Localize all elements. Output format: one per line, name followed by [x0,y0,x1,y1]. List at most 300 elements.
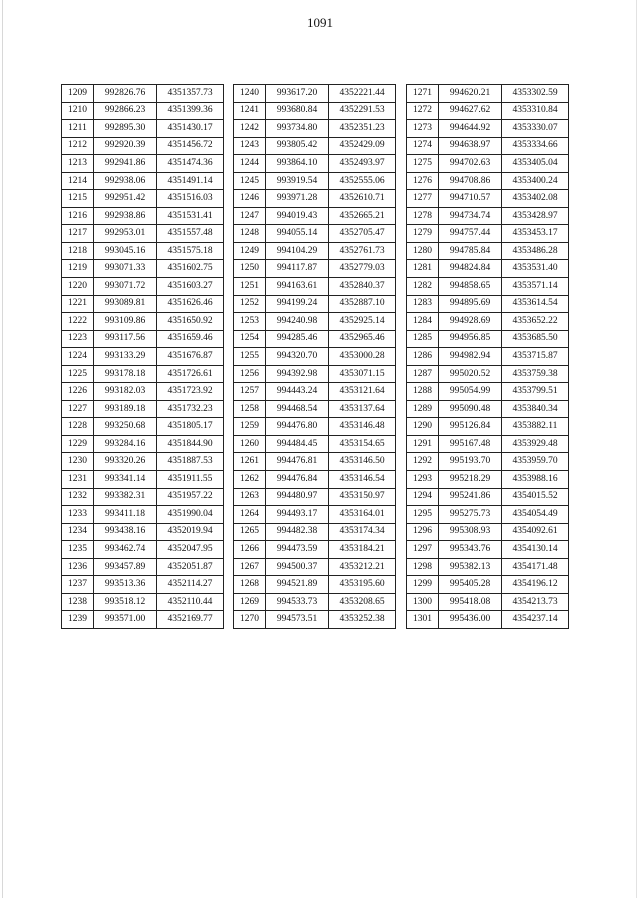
x-coordinate-cell: 992826.76 [94,85,157,103]
table-row [407,155,569,173]
y-coordinate-cell: 4352887.10 [329,295,396,313]
point-number-cell: 1228 [62,418,94,436]
y-coordinate-cell: 4351575.18 [157,242,224,260]
point-number-cell: 1273 [407,120,439,138]
table-row [234,155,396,173]
y-coordinate-cell: 4351456.72 [157,137,224,155]
point-number-cell: 1265 [234,523,266,541]
point-number-cell: 1261 [234,453,266,471]
x-coordinate-cell: 994476.84 [266,471,329,489]
table-row [234,260,396,278]
point-number-cell: 1271 [407,85,439,103]
point-number-cell: 1231 [62,471,94,489]
y-coordinate-cell: 4353531.40 [502,260,569,278]
x-coordinate-cell: 992938.86 [94,207,157,225]
x-coordinate-cell: 993571.00 [94,611,157,629]
x-coordinate-cell: 994702.63 [439,155,502,173]
x-coordinate-cell: 993805.42 [266,137,329,155]
x-coordinate-cell: 994627.62 [439,102,502,120]
y-coordinate-cell: 4351357.73 [157,85,224,103]
point-number-cell: 1237 [62,576,94,594]
table-row [407,295,569,313]
x-coordinate-cell: 994928.69 [439,313,502,331]
x-coordinate-cell: 992920.39 [94,137,157,155]
x-coordinate-cell: 993182.03 [94,383,157,401]
x-coordinate-cell: 994117.87 [266,260,329,278]
x-coordinate-cell: 993518.12 [94,593,157,611]
point-number-cell: 1242 [234,120,266,138]
y-coordinate-cell: 4353799.51 [502,383,569,401]
x-coordinate-cell: 995343.76 [439,541,502,559]
table-row [62,541,224,559]
table-row [234,137,396,155]
y-coordinate-cell: 4353614.54 [502,295,569,313]
point-number-cell: 1296 [407,523,439,541]
table-row [62,400,224,418]
x-coordinate-cell: 993045.16 [94,242,157,260]
table-row [234,348,396,366]
x-coordinate-cell: 995241.86 [439,488,502,506]
table-row [234,85,396,103]
x-coordinate-cell: 994055.14 [266,225,329,243]
point-number-cell: 1250 [234,260,266,278]
table-row [62,611,224,629]
point-number-cell: 1239 [62,611,94,629]
y-coordinate-cell: 4353402.08 [502,190,569,208]
x-coordinate-cell: 994638.97 [439,137,502,155]
point-number-cell: 1266 [234,541,266,559]
table-row [62,155,224,173]
point-number-cell: 1301 [407,611,439,629]
x-coordinate-cell: 993284.16 [94,435,157,453]
y-coordinate-cell: 4351603.27 [157,278,224,296]
y-coordinate-cell: 4354130.14 [502,541,569,559]
x-coordinate-cell: 995054.99 [439,383,502,401]
x-coordinate-cell: 995126.84 [439,418,502,436]
table-row [234,190,396,208]
x-coordinate-cell: 993680.84 [266,102,329,120]
y-coordinate-cell: 4353882.11 [502,418,569,436]
x-coordinate-cell: 993734.80 [266,120,329,138]
table-row [62,523,224,541]
x-coordinate-cell: 994895.69 [439,295,502,313]
table-row [234,400,396,418]
table-row [234,102,396,120]
x-coordinate-cell: 994493.17 [266,506,329,524]
x-coordinate-cell: 994533.73 [266,593,329,611]
point-number-cell: 1220 [62,278,94,296]
y-coordinate-cell: 4351911.55 [157,471,224,489]
y-coordinate-cell: 4354213.73 [502,593,569,611]
table-row [407,488,569,506]
table-row [407,471,569,489]
table-row [407,400,569,418]
point-number-cell: 1252 [234,295,266,313]
table-row [407,207,569,225]
y-coordinate-cell: 4351626.46 [157,295,224,313]
point-number-cell: 1235 [62,541,94,559]
y-coordinate-cell: 4351557.48 [157,225,224,243]
point-number-cell: 1285 [407,330,439,348]
table-row [62,488,224,506]
point-number-cell: 1284 [407,313,439,331]
y-coordinate-cell: 4353121.64 [329,383,396,401]
y-coordinate-cell: 4353959.70 [502,453,569,471]
y-coordinate-cell: 4352019.94 [157,523,224,541]
y-coordinate-cell: 4352925.14 [329,313,396,331]
table-row [234,207,396,225]
x-coordinate-cell: 992953.01 [94,225,157,243]
x-coordinate-cell: 994982.94 [439,348,502,366]
table-row [407,453,569,471]
y-coordinate-cell: 4351399.36 [157,102,224,120]
x-coordinate-cell: 993133.29 [94,348,157,366]
x-coordinate-cell: 994785.84 [439,242,502,260]
x-coordinate-cell: 994468.54 [266,400,329,418]
x-coordinate-cell: 995193.70 [439,453,502,471]
table-row [62,558,224,576]
x-coordinate-cell: 994644.92 [439,120,502,138]
x-coordinate-cell: 994480.97 [266,488,329,506]
table-row [407,172,569,190]
y-coordinate-cell: 4352047.95 [157,541,224,559]
point-number-cell: 1247 [234,207,266,225]
table-row [62,225,224,243]
table-row [62,120,224,138]
x-coordinate-cell: 993071.72 [94,278,157,296]
scan-edge-left [2,0,3,898]
table-row [234,523,396,541]
table-row [62,313,224,331]
y-coordinate-cell: 4351732.23 [157,400,224,418]
table-row [62,190,224,208]
x-coordinate-cell: 992866.23 [94,102,157,120]
table-row [62,85,224,103]
y-coordinate-cell: 4354092.61 [502,523,569,541]
point-number-cell: 1294 [407,488,439,506]
table-row [407,506,569,524]
table-row [407,435,569,453]
y-coordinate-cell: 4351887.53 [157,453,224,471]
y-coordinate-cell: 4353146.54 [329,471,396,489]
table-row [407,418,569,436]
x-coordinate-cell: 992941.86 [94,155,157,173]
x-coordinate-cell: 993438.16 [94,523,157,541]
point-number-cell: 1262 [234,471,266,489]
y-coordinate-cell: 4352610.71 [329,190,396,208]
table-row [234,435,396,453]
x-coordinate-cell: 993513.36 [94,576,157,594]
y-coordinate-cell: 4351957.22 [157,488,224,506]
x-coordinate-cell: 994573.51 [266,611,329,629]
table-row [62,172,224,190]
y-coordinate-cell: 4351726.61 [157,365,224,383]
point-number-cell: 1291 [407,435,439,453]
x-coordinate-cell: 993071.33 [94,260,157,278]
x-coordinate-cell: 993864.10 [266,155,329,173]
table-row [62,295,224,313]
y-coordinate-cell: 4353150.97 [329,488,396,506]
point-number-cell: 1214 [62,172,94,190]
table-row [407,120,569,138]
x-coordinate-cell: 994443.24 [266,383,329,401]
table-row [62,348,224,366]
x-coordinate-cell: 993462.74 [94,541,157,559]
y-coordinate-cell: 4351430.17 [157,120,224,138]
table-row [62,576,224,594]
y-coordinate-cell: 4354237.14 [502,611,569,629]
point-number-cell: 1279 [407,225,439,243]
y-coordinate-cell: 4351659.46 [157,330,224,348]
table-row [234,278,396,296]
point-number-cell: 1230 [62,453,94,471]
table-row [234,506,396,524]
point-number-cell: 1227 [62,400,94,418]
y-coordinate-cell: 4351491.14 [157,172,224,190]
coordinate-table-3 [406,84,569,629]
point-number-cell: 1233 [62,506,94,524]
point-number-cell: 1225 [62,365,94,383]
x-coordinate-cell: 995090.48 [439,400,502,418]
point-number-cell: 1259 [234,418,266,436]
y-coordinate-cell: 4351531.41 [157,207,224,225]
table-row [407,190,569,208]
point-number-cell: 1221 [62,295,94,313]
y-coordinate-cell: 4353334.66 [502,137,569,155]
y-coordinate-cell: 4353302.59 [502,85,569,103]
x-coordinate-cell: 995020.52 [439,365,502,383]
table-row [234,471,396,489]
table-row [234,172,396,190]
y-coordinate-cell: 4353685.50 [502,330,569,348]
y-coordinate-cell: 4352965.46 [329,330,396,348]
table-row [407,85,569,103]
point-number-cell: 1292 [407,453,439,471]
x-coordinate-cell: 993341.14 [94,471,157,489]
point-number-cell: 1275 [407,155,439,173]
x-coordinate-cell: 994285.46 [266,330,329,348]
table-row [234,295,396,313]
y-coordinate-cell: 4353330.07 [502,120,569,138]
y-coordinate-cell: 4352110.44 [157,593,224,611]
point-number-cell: 1210 [62,102,94,120]
point-number-cell: 1268 [234,576,266,594]
point-number-cell: 1257 [234,383,266,401]
table-row [407,383,569,401]
x-coordinate-cell: 993617.20 [266,85,329,103]
y-coordinate-cell: 4352665.21 [329,207,396,225]
y-coordinate-cell: 4353400.24 [502,172,569,190]
point-number-cell: 1276 [407,172,439,190]
table-row [407,260,569,278]
point-number-cell: 1254 [234,330,266,348]
point-number-cell: 1272 [407,102,439,120]
x-coordinate-cell: 995275.73 [439,506,502,524]
table-row [62,207,224,225]
y-coordinate-cell: 4351474.36 [157,155,224,173]
x-coordinate-cell: 994392.98 [266,365,329,383]
y-coordinate-cell: 4354171.48 [502,558,569,576]
table-row [234,576,396,594]
y-coordinate-cell: 4351844.90 [157,435,224,453]
y-coordinate-cell: 4351805.17 [157,418,224,436]
point-number-cell: 1269 [234,593,266,611]
point-number-cell: 1283 [407,295,439,313]
x-coordinate-cell: 995382.13 [439,558,502,576]
y-coordinate-cell: 4352555.06 [329,172,396,190]
table-row [407,576,569,594]
x-coordinate-cell: 994521.89 [266,576,329,594]
point-number-cell: 1299 [407,576,439,594]
table-row [234,120,396,138]
point-number-cell: 1289 [407,400,439,418]
y-coordinate-cell: 4352114.27 [157,576,224,594]
point-number-cell: 1300 [407,593,439,611]
table-row [234,541,396,559]
table-row [407,523,569,541]
point-number-cell: 1224 [62,348,94,366]
x-coordinate-cell: 993189.18 [94,400,157,418]
table-row [234,611,396,629]
y-coordinate-cell: 4352840.37 [329,278,396,296]
table-row [234,365,396,383]
x-coordinate-cell: 994500.37 [266,558,329,576]
x-coordinate-cell: 994858.65 [439,278,502,296]
x-coordinate-cell: 995418.08 [439,593,502,611]
table-row [234,330,396,348]
x-coordinate-cell: 993178.18 [94,365,157,383]
point-number-cell: 1215 [62,190,94,208]
table-row [62,383,224,401]
x-coordinate-cell: 994824.84 [439,260,502,278]
point-number-cell: 1226 [62,383,94,401]
y-coordinate-cell: 4352291.53 [329,102,396,120]
y-coordinate-cell: 4353652.22 [502,313,569,331]
point-number-cell: 1211 [62,120,94,138]
y-coordinate-cell: 4353000.28 [329,348,396,366]
y-coordinate-cell: 4353071.15 [329,365,396,383]
point-number-cell: 1281 [407,260,439,278]
y-coordinate-cell: 4352051.87 [157,558,224,576]
scan-edge-right [636,0,637,898]
point-number-cell: 1277 [407,190,439,208]
x-coordinate-cell: 993109.86 [94,313,157,331]
x-coordinate-cell: 994482.38 [266,523,329,541]
table-row [407,242,569,260]
table-row [407,348,569,366]
point-number-cell: 1260 [234,435,266,453]
x-coordinate-cell: 992895.30 [94,120,157,138]
point-number-cell: 1216 [62,207,94,225]
point-number-cell: 1219 [62,260,94,278]
point-number-cell: 1263 [234,488,266,506]
point-number-cell: 1278 [407,207,439,225]
table-row [234,242,396,260]
y-coordinate-cell: 4352779.03 [329,260,396,278]
point-number-cell: 1232 [62,488,94,506]
table-row [62,418,224,436]
x-coordinate-cell: 994163.61 [266,278,329,296]
point-number-cell: 1293 [407,471,439,489]
table-row [407,278,569,296]
table-row [62,278,224,296]
table-row [62,365,224,383]
y-coordinate-cell: 4353164.01 [329,506,396,524]
point-number-cell: 1288 [407,383,439,401]
table-row [407,593,569,611]
y-coordinate-cell: 4353252.38 [329,611,396,629]
point-number-cell: 1297 [407,541,439,559]
y-coordinate-cell: 4352705.47 [329,225,396,243]
x-coordinate-cell: 994320.70 [266,348,329,366]
point-number-cell: 1238 [62,593,94,611]
point-number-cell: 1282 [407,278,439,296]
point-number-cell: 1280 [407,242,439,260]
y-coordinate-cell: 4351676.87 [157,348,224,366]
y-coordinate-cell: 4353988.16 [502,471,569,489]
y-coordinate-cell: 4353715.87 [502,348,569,366]
table-row [62,453,224,471]
table-row [407,225,569,243]
point-number-cell: 1287 [407,365,439,383]
y-coordinate-cell: 4352221.44 [329,85,396,103]
point-number-cell: 1212 [62,137,94,155]
point-number-cell: 1258 [234,400,266,418]
table-row [62,471,224,489]
table-row [234,593,396,611]
table-row [234,225,396,243]
table-row [234,383,396,401]
x-coordinate-cell: 994708.86 [439,172,502,190]
y-coordinate-cell: 4353486.28 [502,242,569,260]
x-coordinate-cell: 994956.85 [439,330,502,348]
table-row [234,558,396,576]
table-row [234,418,396,436]
y-coordinate-cell: 4352429.09 [329,137,396,155]
point-number-cell: 1256 [234,365,266,383]
x-coordinate-cell: 994757.44 [439,225,502,243]
y-coordinate-cell: 4353146.50 [329,453,396,471]
x-coordinate-cell: 993457.89 [94,558,157,576]
y-coordinate-cell: 4353453.17 [502,225,569,243]
table-row [62,435,224,453]
y-coordinate-cell: 4353929.48 [502,435,569,453]
table-row [62,242,224,260]
point-number-cell: 1295 [407,506,439,524]
x-coordinate-cell: 993320.26 [94,453,157,471]
y-coordinate-cell: 4353840.34 [502,400,569,418]
point-number-cell: 1290 [407,418,439,436]
x-coordinate-cell: 993411.18 [94,506,157,524]
y-coordinate-cell: 4352761.73 [329,242,396,260]
point-number-cell: 1229 [62,435,94,453]
x-coordinate-cell: 994104.29 [266,242,329,260]
table-row [407,313,569,331]
y-coordinate-cell: 4352351.23 [329,120,396,138]
table-row [407,365,569,383]
point-number-cell: 1274 [407,137,439,155]
table-row [234,488,396,506]
x-coordinate-cell: 995436.00 [439,611,502,629]
point-number-cell: 1223 [62,330,94,348]
y-coordinate-cell: 4353428.97 [502,207,569,225]
table-row [62,102,224,120]
coordinate-table-1 [61,84,224,629]
y-coordinate-cell: 4352493.97 [329,155,396,173]
y-coordinate-cell: 4353146.48 [329,418,396,436]
y-coordinate-cell: 4353195.60 [329,576,396,594]
y-coordinate-cell: 4353208.65 [329,593,396,611]
